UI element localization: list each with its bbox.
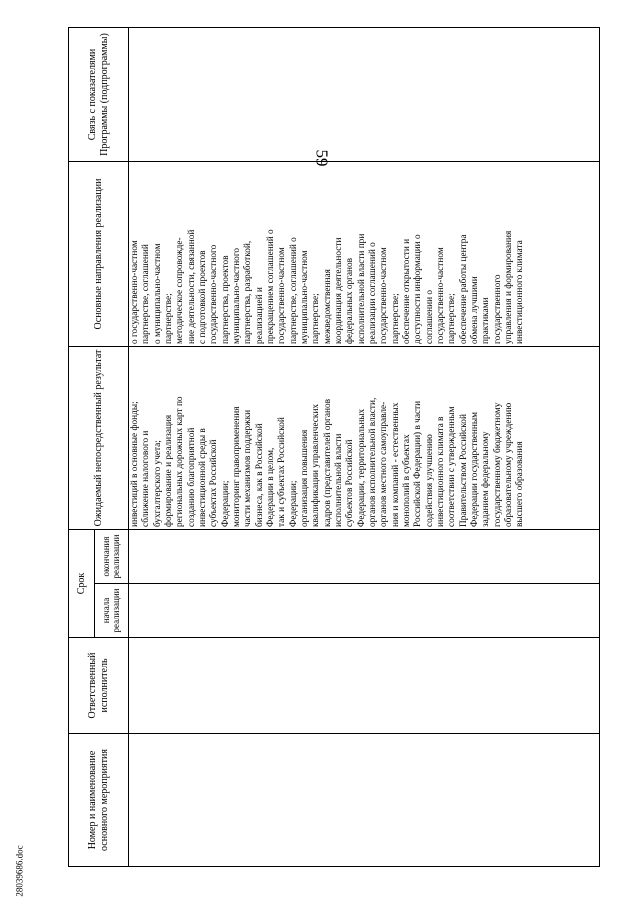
direction-text-line: реализацией и <box>254 287 265 344</box>
direction-text-line: инвестиционного климата <box>515 240 526 344</box>
cell-term-end <box>129 530 600 584</box>
direction-text-line: обмена лучшими <box>469 276 480 344</box>
result-text-line: субъектах Российской <box>209 439 220 527</box>
direction-text-line: государственного <box>492 274 503 344</box>
result-text-line: Федерации государственным <box>469 412 480 527</box>
result-text-line: Федерации, территориальных <box>356 408 367 527</box>
result-text-line: мониторинг правоприменения <box>231 406 242 527</box>
direction-text-line: межведомственная <box>322 269 333 344</box>
result-text-line: части механизмов поддержки <box>243 409 254 527</box>
direction-text-line: государственно-частного <box>209 244 220 344</box>
direction-text-line: о государственно-частном <box>130 240 140 344</box>
result-text-line: монополий в субъектах <box>401 434 412 527</box>
result-text-line: ния и компаний - естественных <box>390 402 401 527</box>
result-text-line: органов местного самоуправле- <box>379 401 390 527</box>
cell-main-directions <box>129 162 600 347</box>
result-text-line: квалификации управленческих <box>311 403 322 527</box>
result-text-line: образовательному учреждению <box>503 402 514 527</box>
result-text-line: заданием федеральному <box>481 431 492 527</box>
direction-text-line: ние деятельности, связанной <box>186 229 197 344</box>
result-text-line: бизнеса, как в Российской <box>254 423 265 527</box>
program-measures-table <box>68 27 600 867</box>
direction-text-line: партнерства, разработкой, <box>243 240 254 344</box>
direction-text-line: практиками <box>481 297 492 344</box>
direction-text-line: муниципально-частного <box>231 247 242 344</box>
header-measure-name: Номер и наименование основного мероприятия <box>69 734 129 867</box>
result-text-line: высшего образования <box>515 441 526 527</box>
direction-text-line: муниципально-частном <box>299 250 310 344</box>
result-text-line: инвестиций в основные фонды; <box>130 401 140 527</box>
result-text-line: Российской Федерации) в части <box>413 400 424 527</box>
header-main-directions: Основные направления реализации <box>69 162 129 347</box>
result-text-line: организация повышения <box>299 429 310 527</box>
direction-text-line: партнерстве; <box>447 293 458 344</box>
direction-text-line: обеспечение работы центра <box>458 234 469 344</box>
direction-text-line: исполнительной власти при <box>356 233 367 344</box>
header-term: Срок <box>69 530 95 638</box>
direction-text-line: партнерстве; <box>390 293 401 344</box>
direction-text-line: партнерстве; <box>163 293 174 344</box>
result-text-line: органов исполнительной власти, <box>367 397 378 527</box>
direction-text-line: управления и формирования <box>503 230 514 344</box>
direction-text-line: партнерстве, соглашений о <box>288 237 299 344</box>
header-indicators-link: Связь с показателями Программы (подпрограммы) <box>69 28 129 162</box>
direction-text-line: методическое сопровожде- <box>175 237 186 344</box>
direction-text-line: прекращением соглашений о <box>265 229 276 344</box>
cell-responsible <box>129 638 600 734</box>
result-text-line: региональных дорожных карт по <box>175 396 186 527</box>
result-text-line: бухгалтерского учета; <box>152 440 163 527</box>
cell-measure-name <box>129 734 600 867</box>
result-text-line: формирование и реализация <box>163 414 174 527</box>
result-text-line: Правительством Российской <box>458 414 469 527</box>
result-text-line: исполнительной власти <box>333 433 344 527</box>
header-responsible: Ответственный исполнитель <box>69 638 129 734</box>
result-text-line: инвестиционной среды в <box>197 428 208 527</box>
table-row <box>129 28 600 867</box>
direction-text-line: государственно-частном <box>379 247 390 344</box>
result-text-line: соответствии с утвержденным <box>447 406 458 527</box>
document-code: 28039686.doc <box>14 845 25 897</box>
direction-text-line: о муниципально-частном <box>152 243 163 344</box>
result-text-line: кадров (представителей органов <box>322 399 333 527</box>
cell-indicators-link <box>129 28 600 162</box>
header-expected-result: Ожидаемый непосредственный результат <box>69 347 129 530</box>
result-text-line: инвестиционного климата в <box>435 416 446 527</box>
rotated-table-sheet <box>68 28 600 867</box>
direction-text-line: с подготовкой проектов <box>197 250 208 344</box>
cell-term-start <box>129 584 600 638</box>
result-text-line: созданию благоприятной <box>186 427 197 527</box>
result-text-line: содействия улучшению <box>424 434 435 527</box>
direction-text-line: соглашении о <box>424 289 435 344</box>
direction-text-line: партнерстве; <box>311 293 322 344</box>
direction-text-line: доступности информации о <box>413 234 424 344</box>
direction-text-line: координация деятельности <box>333 237 344 344</box>
result-text-line: Федерации; <box>220 480 231 527</box>
result-text-line: субъектов Российской <box>345 439 356 527</box>
result-text-line: сближение налогового и <box>141 430 152 527</box>
page-number: 59 <box>312 149 332 167</box>
direction-text-line: государственно-частном <box>277 247 288 344</box>
header-term-end: окончания реализации <box>95 530 129 584</box>
direction-text-line: реализации соглашений о <box>367 242 378 344</box>
cell-expected-result <box>129 347 600 530</box>
direction-text-line: партнерства, проектов <box>220 255 231 344</box>
result-text-line: Федерации; <box>288 480 299 527</box>
direction-text-line: обеспечение открытости и <box>401 238 412 344</box>
result-text-line: Федерации в целом, <box>265 447 276 527</box>
direction-text-line: федеральных органов <box>345 257 356 344</box>
header-term-start: начала реализации <box>95 584 129 638</box>
direction-text-line: государственно-частном <box>435 247 446 344</box>
result-text-line: государственному бюджетному <box>492 402 503 527</box>
direction-text-line: партнерстве, соглашений <box>141 244 152 344</box>
result-text-line: так и субъектах Российской <box>277 417 288 527</box>
